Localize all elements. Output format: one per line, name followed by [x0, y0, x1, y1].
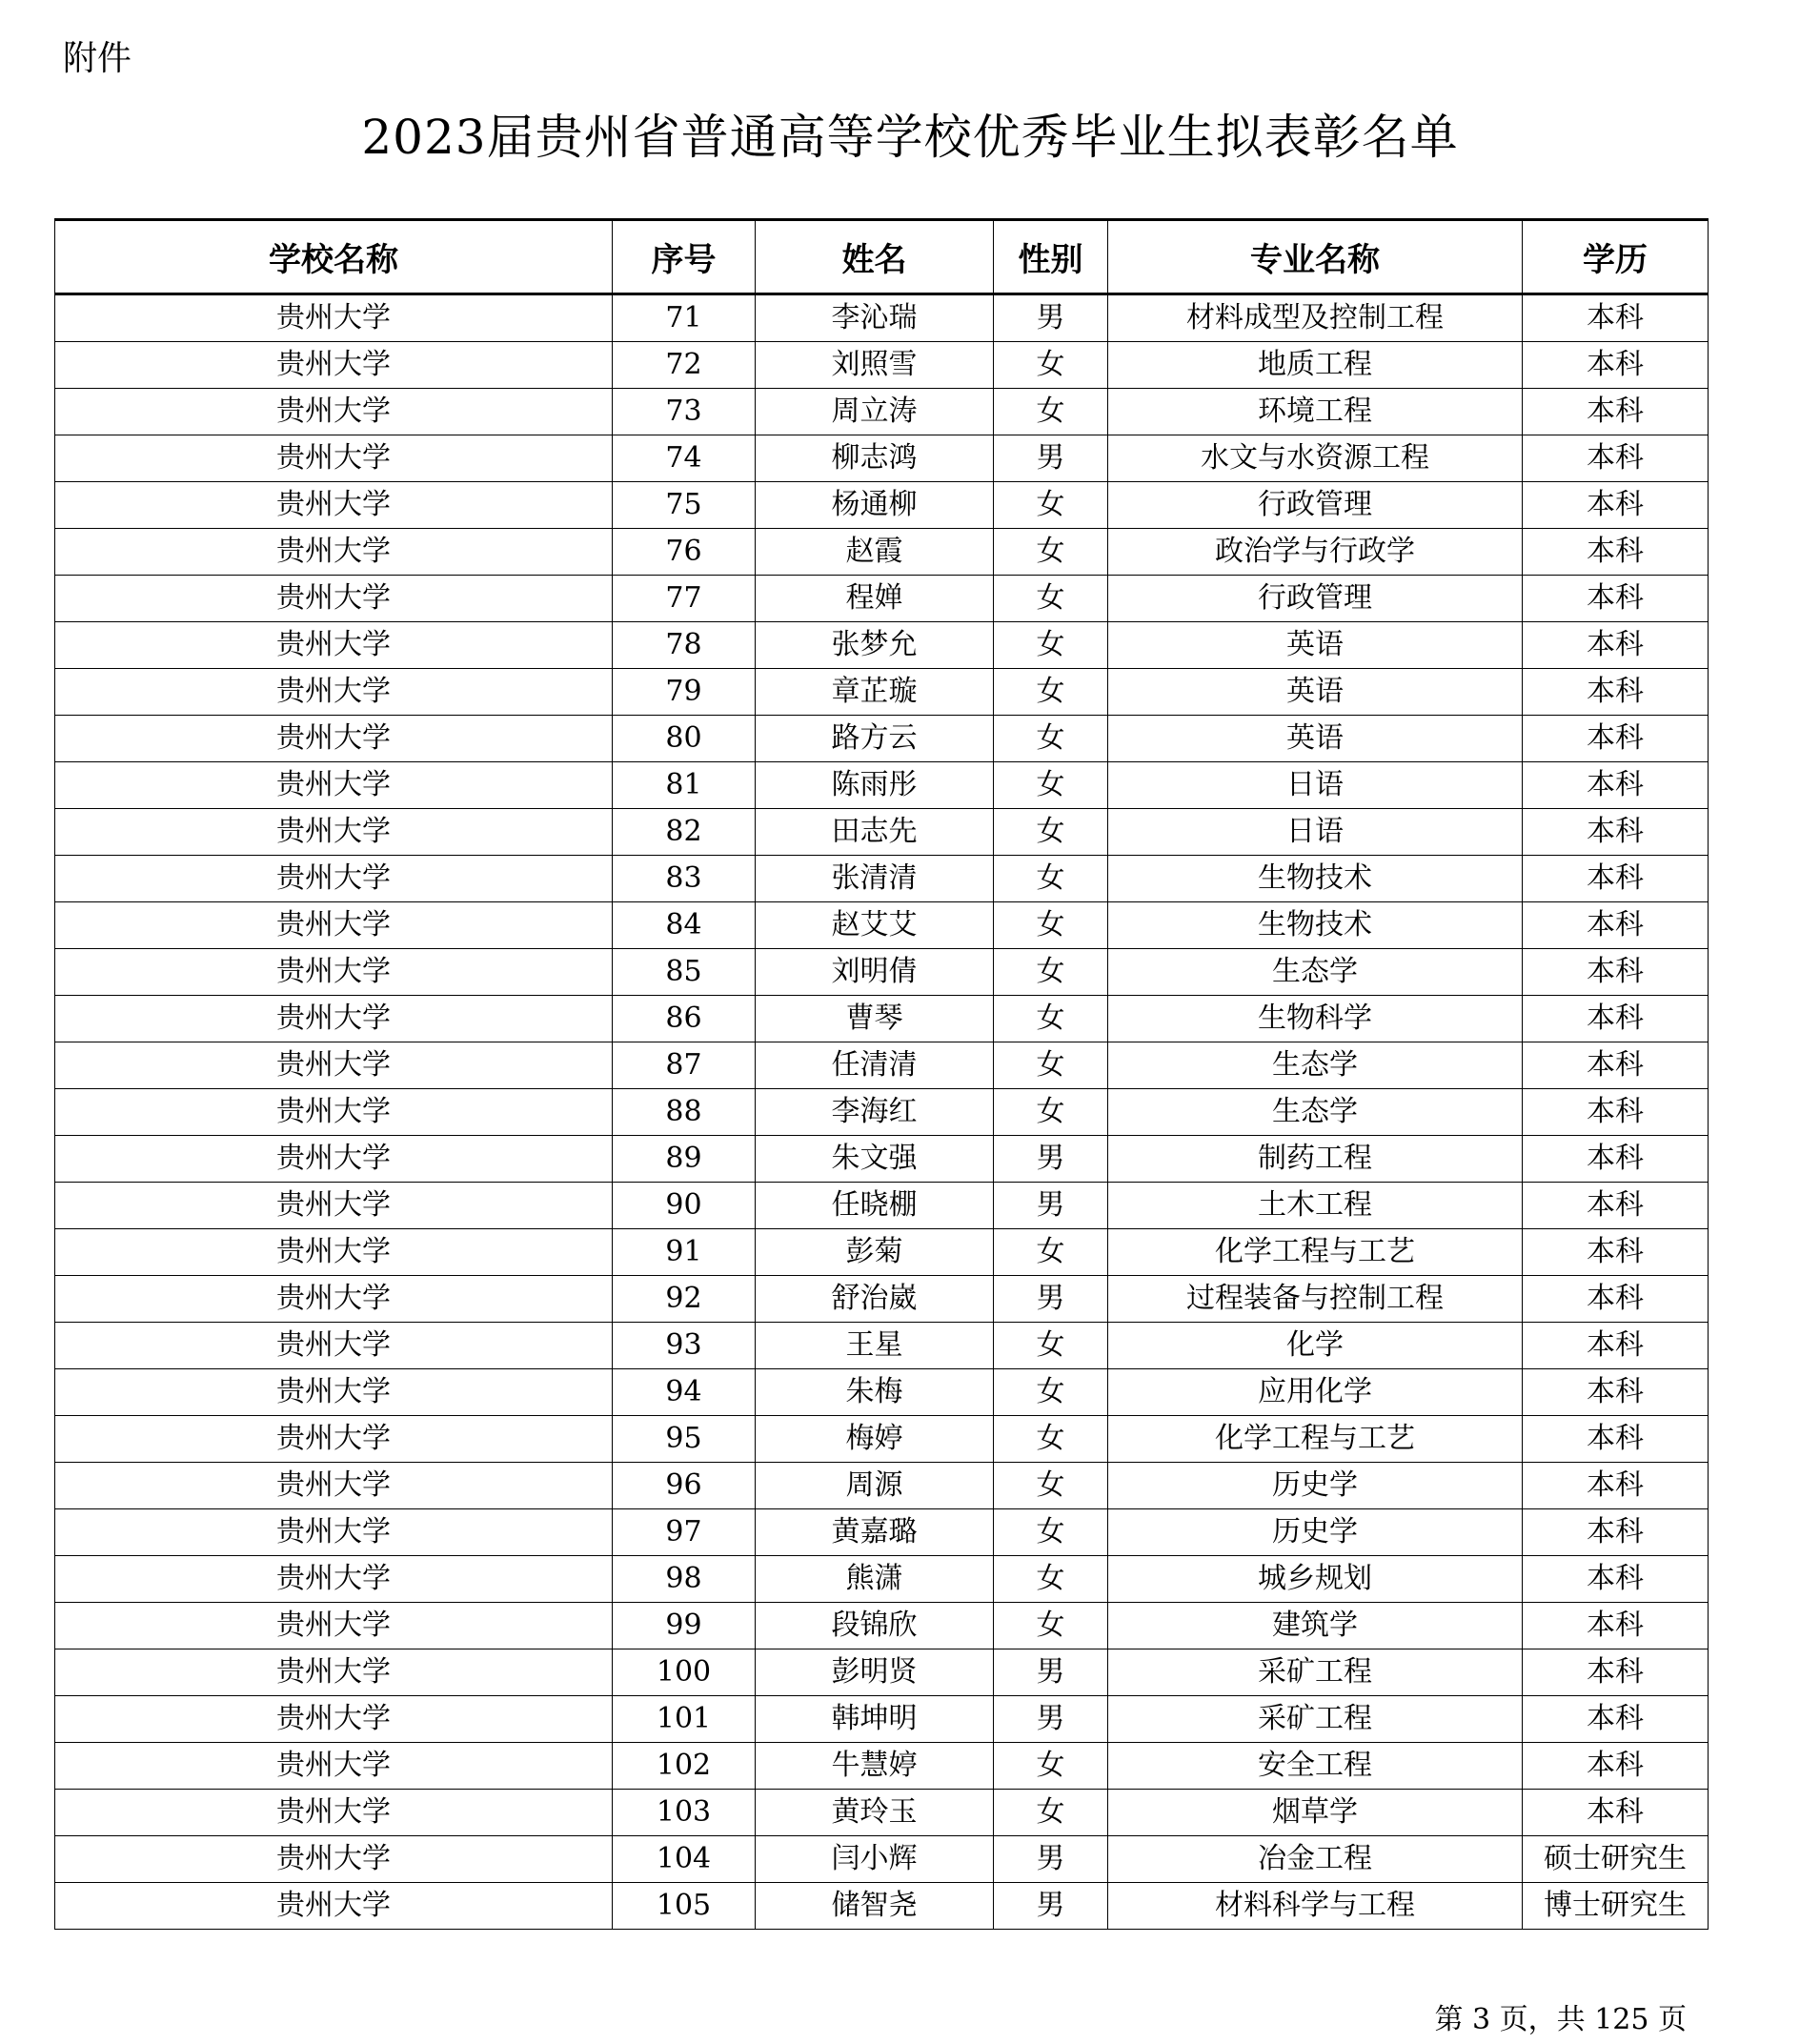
cell-name: 章芷璇 — [756, 669, 994, 716]
cell-number: 84 — [613, 902, 756, 949]
cell-gender: 女 — [994, 902, 1108, 949]
cell-gender: 女 — [994, 1323, 1108, 1369]
table-row — [55, 1649, 1709, 1696]
cell-name: 彭菊 — [756, 1229, 994, 1276]
cell-name: 朱文强 — [756, 1136, 994, 1183]
cell-gender: 女 — [994, 669, 1108, 716]
cell-major: 生态学 — [1108, 1042, 1523, 1089]
cell-degree: 本科 — [1523, 762, 1709, 809]
cell-gender: 女 — [994, 389, 1108, 435]
cell-degree: 本科 — [1523, 482, 1709, 529]
cell-name: 周源 — [756, 1463, 994, 1509]
cell-name: 陈雨彤 — [756, 762, 994, 809]
cell-school: 贵州大学 — [55, 1509, 613, 1556]
cell-gender: 女 — [994, 762, 1108, 809]
table-body — [55, 294, 1709, 1930]
cell-school: 贵州大学 — [55, 716, 613, 762]
cell-school: 贵州大学 — [55, 294, 613, 342]
cell-number: 78 — [613, 622, 756, 669]
cell-degree: 本科 — [1523, 576, 1709, 622]
cell-number: 75 — [613, 482, 756, 529]
cell-school: 贵州大学 — [55, 996, 613, 1042]
table-row — [55, 342, 1709, 389]
cell-name: 黄玲玉 — [756, 1790, 994, 1836]
cell-number: 74 — [613, 435, 756, 482]
cell-degree: 本科 — [1523, 1509, 1709, 1556]
cell-degree: 本科 — [1523, 1323, 1709, 1369]
cell-school: 贵州大学 — [55, 342, 613, 389]
cell-name: 彭明贤 — [756, 1649, 994, 1696]
cell-gender: 女 — [994, 809, 1108, 856]
table-row — [55, 1416, 1709, 1463]
cell-major: 采矿工程 — [1108, 1696, 1523, 1743]
cell-major: 城乡规划 — [1108, 1556, 1523, 1603]
cell-school: 贵州大学 — [55, 1089, 613, 1136]
cell-name: 路方云 — [756, 716, 994, 762]
cell-school: 贵州大学 — [55, 1649, 613, 1696]
cell-name: 朱梅 — [756, 1369, 994, 1416]
cell-name: 李沁瑞 — [756, 294, 994, 342]
cell-gender: 女 — [994, 576, 1108, 622]
cell-number: 73 — [613, 389, 756, 435]
cell-school: 贵州大学 — [55, 576, 613, 622]
cell-major: 日语 — [1108, 762, 1523, 809]
table-row — [55, 529, 1709, 576]
cell-school: 贵州大学 — [55, 1836, 613, 1883]
cell-name: 牛慧婷 — [756, 1743, 994, 1790]
cell-school: 贵州大学 — [55, 1883, 613, 1930]
cell-major: 过程装备与控制工程 — [1108, 1276, 1523, 1323]
table-row — [55, 482, 1709, 529]
cell-major: 环境工程 — [1108, 389, 1523, 435]
cell-degree: 本科 — [1523, 1743, 1709, 1790]
cell-major: 水文与水资源工程 — [1108, 435, 1523, 482]
cell-gender: 男 — [994, 435, 1108, 482]
cell-degree: 本科 — [1523, 1649, 1709, 1696]
table-row — [55, 1183, 1709, 1229]
cell-gender: 男 — [994, 1649, 1108, 1696]
cell-number: 98 — [613, 1556, 756, 1603]
cell-degree: 本科 — [1523, 1136, 1709, 1183]
cell-degree: 本科 — [1523, 1603, 1709, 1649]
cell-name: 张清清 — [756, 856, 994, 902]
cell-gender: 女 — [994, 622, 1108, 669]
table-row — [55, 949, 1709, 996]
table-row — [55, 1603, 1709, 1649]
table-row — [55, 294, 1709, 342]
cell-major: 行政管理 — [1108, 576, 1523, 622]
cell-name: 任晓棚 — [756, 1183, 994, 1229]
cell-degree: 本科 — [1523, 622, 1709, 669]
cell-gender: 女 — [994, 996, 1108, 1042]
cell-major: 采矿工程 — [1108, 1649, 1523, 1696]
cell-gender: 男 — [994, 1836, 1108, 1883]
cell-number: 82 — [613, 809, 756, 856]
table-row — [55, 576, 1709, 622]
cell-name: 李海红 — [756, 1089, 994, 1136]
cell-gender: 女 — [994, 1416, 1108, 1463]
cell-number: 99 — [613, 1603, 756, 1649]
cell-degree: 硕士研究生 — [1523, 1836, 1709, 1883]
cell-degree: 本科 — [1523, 1183, 1709, 1229]
cell-name: 舒治崴 — [756, 1276, 994, 1323]
cell-name: 刘照雪 — [756, 342, 994, 389]
cell-school: 贵州大学 — [55, 482, 613, 529]
cell-gender: 女 — [994, 482, 1108, 529]
cell-number: 94 — [613, 1369, 756, 1416]
cell-name: 周立涛 — [756, 389, 994, 435]
table-row — [55, 1229, 1709, 1276]
cell-major: 材料成型及控制工程 — [1108, 294, 1523, 342]
cell-school: 贵州大学 — [55, 902, 613, 949]
cell-major: 烟草学 — [1108, 1790, 1523, 1836]
cell-number: 85 — [613, 949, 756, 996]
table-row — [55, 762, 1709, 809]
cell-number: 81 — [613, 762, 756, 809]
cell-major: 行政管理 — [1108, 482, 1523, 529]
cell-gender: 男 — [994, 294, 1108, 342]
cell-number: 76 — [613, 529, 756, 576]
cell-major: 化学工程与工艺 — [1108, 1416, 1523, 1463]
cell-name: 杨通柳 — [756, 482, 994, 529]
table-row — [55, 1556, 1709, 1603]
cell-degree: 本科 — [1523, 1229, 1709, 1276]
table-row — [55, 1042, 1709, 1089]
cell-number: 93 — [613, 1323, 756, 1369]
table-row — [55, 1509, 1709, 1556]
table-row — [55, 1089, 1709, 1136]
column-header-name: 姓名 — [756, 220, 994, 294]
cell-name: 闫小辉 — [756, 1836, 994, 1883]
cell-degree: 本科 — [1523, 1042, 1709, 1089]
cell-gender: 男 — [994, 1696, 1108, 1743]
table-row — [55, 1696, 1709, 1743]
cell-school: 贵州大学 — [55, 622, 613, 669]
cell-name: 梅婷 — [756, 1416, 994, 1463]
cell-major: 生物科学 — [1108, 996, 1523, 1042]
cell-degree: 本科 — [1523, 529, 1709, 576]
table-row — [55, 1323, 1709, 1369]
cell-degree: 本科 — [1523, 435, 1709, 482]
cell-major: 英语 — [1108, 716, 1523, 762]
cell-major: 政治学与行政学 — [1108, 529, 1523, 576]
cell-number: 104 — [613, 1836, 756, 1883]
cell-gender: 女 — [994, 1743, 1108, 1790]
cell-number: 96 — [613, 1463, 756, 1509]
cell-name: 黄嘉璐 — [756, 1509, 994, 1556]
cell-gender: 男 — [994, 1136, 1108, 1183]
cell-gender: 女 — [994, 1603, 1108, 1649]
cell-degree: 本科 — [1523, 1556, 1709, 1603]
cell-name: 曹琴 — [756, 996, 994, 1042]
cell-degree: 本科 — [1523, 809, 1709, 856]
cell-number: 95 — [613, 1416, 756, 1463]
cell-major: 冶金工程 — [1108, 1836, 1523, 1883]
cell-number: 77 — [613, 576, 756, 622]
page-number: 第 3 页，共 125 页 — [1434, 2003, 1687, 2036]
cell-major: 历史学 — [1108, 1509, 1523, 1556]
cell-degree: 本科 — [1523, 389, 1709, 435]
table-row — [55, 996, 1709, 1042]
cell-name: 柳志鸿 — [756, 435, 994, 482]
cell-school: 贵州大学 — [55, 529, 613, 576]
cell-number: 101 — [613, 1696, 756, 1743]
cell-school: 贵州大学 — [55, 1790, 613, 1836]
cell-number: 71 — [613, 294, 756, 342]
cell-gender: 女 — [994, 1042, 1108, 1089]
cell-school: 贵州大学 — [55, 762, 613, 809]
cell-major: 材料科学与工程 — [1108, 1883, 1523, 1930]
table-row — [55, 669, 1709, 716]
table-row — [55, 1836, 1709, 1883]
cell-number: 97 — [613, 1509, 756, 1556]
cell-school: 贵州大学 — [55, 1042, 613, 1089]
cell-number: 86 — [613, 996, 756, 1042]
cell-school: 贵州大学 — [55, 1463, 613, 1509]
cell-name: 任清清 — [756, 1042, 994, 1089]
cell-degree: 本科 — [1523, 1790, 1709, 1836]
cell-degree: 本科 — [1523, 949, 1709, 996]
cell-degree: 本科 — [1523, 996, 1709, 1042]
table-row — [55, 1276, 1709, 1323]
cell-number: 105 — [613, 1883, 756, 1930]
cell-gender: 女 — [994, 1790, 1108, 1836]
cell-school: 贵州大学 — [55, 1323, 613, 1369]
cell-degree: 本科 — [1523, 856, 1709, 902]
cell-major: 安全工程 — [1108, 1743, 1523, 1790]
cell-major: 建筑学 — [1108, 1603, 1523, 1649]
cell-gender: 女 — [994, 856, 1108, 902]
cell-degree: 本科 — [1523, 1696, 1709, 1743]
cell-gender: 女 — [994, 529, 1108, 576]
cell-school: 贵州大学 — [55, 669, 613, 716]
cell-number: 87 — [613, 1042, 756, 1089]
table-row — [55, 1369, 1709, 1416]
cell-number: 88 — [613, 1089, 756, 1136]
cell-school: 贵州大学 — [55, 389, 613, 435]
cell-degree: 本科 — [1523, 1416, 1709, 1463]
cell-gender: 男 — [994, 1883, 1108, 1930]
cell-major: 生物技术 — [1108, 902, 1523, 949]
cell-school: 贵州大学 — [55, 1276, 613, 1323]
cell-number: 91 — [613, 1229, 756, 1276]
cell-gender: 女 — [994, 1229, 1108, 1276]
cell-name: 熊潇 — [756, 1556, 994, 1603]
cell-school: 贵州大学 — [55, 1136, 613, 1183]
cell-degree: 本科 — [1523, 1276, 1709, 1323]
column-header-number: 序号 — [613, 220, 756, 294]
cell-school: 贵州大学 — [55, 1603, 613, 1649]
cell-number: 72 — [613, 342, 756, 389]
cell-gender: 男 — [994, 1276, 1108, 1323]
cell-major: 制药工程 — [1108, 1136, 1523, 1183]
cell-name: 张梦允 — [756, 622, 994, 669]
cell-name: 赵艾艾 — [756, 902, 994, 949]
cell-name: 段锦欣 — [756, 1603, 994, 1649]
cell-gender: 女 — [994, 1369, 1108, 1416]
cell-degree: 本科 — [1523, 342, 1709, 389]
cell-name: 赵霞 — [756, 529, 994, 576]
cell-name: 储智尧 — [756, 1883, 994, 1930]
column-header-school: 学校名称 — [55, 220, 613, 294]
cell-name: 王星 — [756, 1323, 994, 1369]
attachment-label: 附件 — [63, 39, 132, 78]
table-row — [55, 809, 1709, 856]
cell-degree: 本科 — [1523, 1369, 1709, 1416]
cell-gender: 女 — [994, 1556, 1108, 1603]
cell-major: 应用化学 — [1108, 1369, 1523, 1416]
cell-degree: 博士研究生 — [1523, 1883, 1709, 1930]
table-header-row — [55, 220, 1709, 294]
cell-major: 生态学 — [1108, 949, 1523, 996]
cell-name: 刘明倩 — [756, 949, 994, 996]
table-row — [55, 1790, 1709, 1836]
table-row — [55, 1743, 1709, 1790]
cell-number: 79 — [613, 669, 756, 716]
table-row — [55, 435, 1709, 482]
cell-school: 贵州大学 — [55, 1183, 613, 1229]
cell-number: 90 — [613, 1183, 756, 1229]
cell-gender: 女 — [994, 1463, 1108, 1509]
cell-gender: 男 — [994, 1183, 1108, 1229]
column-header-degree: 学历 — [1523, 220, 1709, 294]
cell-major: 英语 — [1108, 622, 1523, 669]
cell-school: 贵州大学 — [55, 856, 613, 902]
table-row — [55, 389, 1709, 435]
cell-school: 贵州大学 — [55, 1416, 613, 1463]
cell-name: 程婵 — [756, 576, 994, 622]
column-header-gender: 性别 — [994, 220, 1108, 294]
cell-school: 贵州大学 — [55, 1369, 613, 1416]
cell-name: 韩坤明 — [756, 1696, 994, 1743]
cell-school: 贵州大学 — [55, 1556, 613, 1603]
table-row — [55, 1883, 1709, 1930]
cell-major: 化学工程与工艺 — [1108, 1229, 1523, 1276]
cell-degree: 本科 — [1523, 716, 1709, 762]
cell-degree: 本科 — [1523, 1463, 1709, 1509]
table-row — [55, 622, 1709, 669]
cell-degree: 本科 — [1523, 669, 1709, 716]
cell-major: 生物技术 — [1108, 856, 1523, 902]
cell-number: 100 — [613, 1649, 756, 1696]
cell-school: 贵州大学 — [55, 1743, 613, 1790]
cell-number: 102 — [613, 1743, 756, 1790]
cell-school: 贵州大学 — [55, 809, 613, 856]
table-row — [55, 1463, 1709, 1509]
cell-gender: 女 — [994, 716, 1108, 762]
cell-major: 生态学 — [1108, 1089, 1523, 1136]
cell-school: 贵州大学 — [55, 1229, 613, 1276]
table-row — [55, 1136, 1709, 1183]
cell-gender: 女 — [994, 949, 1108, 996]
cell-school: 贵州大学 — [55, 949, 613, 996]
cell-number: 89 — [613, 1136, 756, 1183]
cell-degree: 本科 — [1523, 294, 1709, 342]
document-title: 2023届贵州省普通高等学校优秀毕业生拟表彰名单 — [361, 110, 1459, 165]
honoree-table — [54, 218, 1709, 1930]
cell-number: 103 — [613, 1790, 756, 1836]
cell-major: 地质工程 — [1108, 342, 1523, 389]
cell-major: 历史学 — [1108, 1463, 1523, 1509]
cell-number: 80 — [613, 716, 756, 762]
table-row — [55, 716, 1709, 762]
cell-major: 英语 — [1108, 669, 1523, 716]
table-row — [55, 902, 1709, 949]
cell-number: 92 — [613, 1276, 756, 1323]
cell-number: 83 — [613, 856, 756, 902]
column-header-major: 专业名称 — [1108, 220, 1523, 294]
cell-school: 贵州大学 — [55, 435, 613, 482]
cell-major: 日语 — [1108, 809, 1523, 856]
cell-gender: 女 — [994, 1089, 1108, 1136]
cell-gender: 女 — [994, 342, 1108, 389]
cell-name: 田志先 — [756, 809, 994, 856]
cell-degree: 本科 — [1523, 902, 1709, 949]
cell-major: 化学 — [1108, 1323, 1523, 1369]
cell-major: 土木工程 — [1108, 1183, 1523, 1229]
table-row — [55, 856, 1709, 902]
cell-school: 贵州大学 — [55, 1696, 613, 1743]
cell-gender: 女 — [994, 1509, 1108, 1556]
cell-degree: 本科 — [1523, 1089, 1709, 1136]
